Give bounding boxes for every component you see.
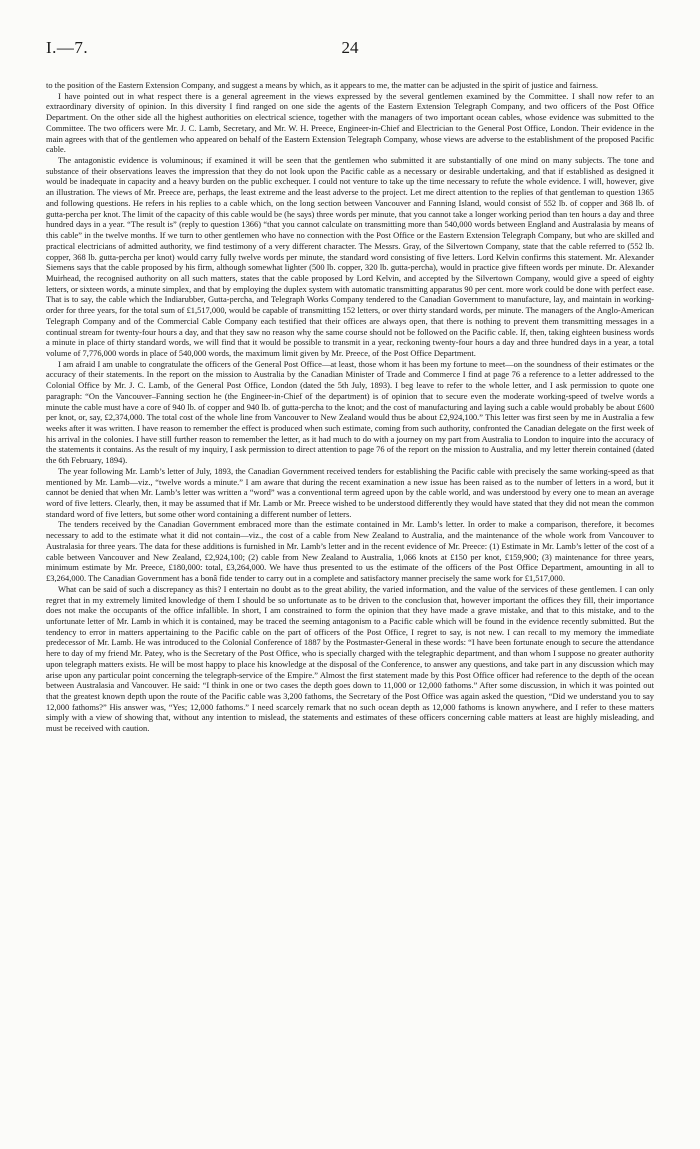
paragraph-discrepancy: What can be said of such a discrepancy as this? I entertain no doubt as to the great ability, the varied information, and the value of the services of these gentlemen. I can only regret that in my extremely limited knowledge of them I should be so unfortunate as to be driven to the conclusion that, however important the offices they fill, their importance does not make the occupants of the office infallible. In short, I am constrained to form the opinion that they have made a grave mistake, and that to this mistake, and to the unfortunate letter of Mr. Lamb in which it is contained, may be traced the seeming antagonism to a Pacific cable which will be found in the evidence recently submitted. But the tendency to error in matters appertaining to the Pacific cable on the part of officers of the Post Office, I regret to say, is not new. I can recall to my memory the immediate predecessor of Mr. Lamb. He was introduced to the Colonial Conference of 1887 by the Postmaster-General in these words: “I have been fortunate enough to secure the attendance here to day of my friend Mr. Patey, who is the Secretary of the Post Office, who is specially charged with the telegraphic department, and than whom I suppose no greater authority upon telegraph matters exists. He will be most happy to place his knowledge at the disposal of the Conference, to answer any questions, and take part in any discussion which may arise upon any particular point concerning the telegraph-service of the Empire.” Almost the first statement made by this Post Office officer had reference to the depth of the ocean between Australasia and Vancouver. He said: “I think in one or two cases the depth goes down to 11,000 or 12,000 fathoms.” After some discussion, in which it was pointed out that the greatest known depth upon the route of the Pacific cable was 3,200 fathoms, the Secretary of the Post Office was again asked the question, “Did we understand you to say 12,000 fathoms?” His answer was, “Yes; 12,000 fathoms.” I need scarcely remark that no such ocean depth as 12,000 fathoms is known anywhere, and I refer to these matters simply with a view of showing that, without any intention to mislead, the statements and estimates of these officers concerning cable matters at least are highly misleading, and must be received with caution. bbox=[46, 583, 654, 734]
paragraph-lamb-letter: The year following Mr. Lamb’s letter of July, 1893, the Canadian Government received tenders for establishing the Pacific cable with precisely the same working-speed as that mentioned by Mr. Lamb—viz., “twelve words a minute.” I am aware that during the recent examination a new issue has been raised as to the number of letters in a word, but it cannot be denied that when Mr. Lamb’s letter was written a “word” was a conventional term agreed upon by the cable world, and was understood by every one to mean an average word of five letters. Clearly, then, it may be assumed that if Mr. Lamb or Mr. Preece wished to be understood differently they would have stated that they did not mean the common standard word of five letters, but some other word containing a different number of letters. bbox=[46, 465, 654, 519]
paragraph-diversity-of-opinion: I have pointed out in what respect there is a general agreement in the views expressed by the several gentlemen examined by the Committee. I shall now refer to an extraordinary diversity of opinion. In this diversity I find ranged on one side the agents of the Eastern Extension Telegraph Company, and two officers of the Post Office Department. On the other side all the highest authorities on electrical science, together with the managers of two important ocean cables, whose evidence was submitted to the Committee. The two officers were Mr. J. C. Lamb, Secretary, and Mr. W. H. Preece, Engineer-in-Chief and Electrician to the General Post Office, London. Their evidence in the main agrees with that of the gentlemen who appeared on behalf of the Eastern Extension Telegraph Company, whose views are adverse to the establishment of the proposed Pacific cable. bbox=[46, 90, 654, 155]
paragraph-post-office-estimates: I am afraid I am unable to congratulate the officers of the General Post Office—at least, those whom it has been my fortune to meet—on the soundness of their estimates or the accuracy of their statements. In the report on the mission to Australia by the Canadian Minister of Trade and Commerce I find at page 76 a reference to a letter addressed to the Colonial Office by Mr. J. C. Lamb, of the General Post Office, London (dated the 5th July, 1893). I beg leave to refer to the whole letter, and I ask permission to quote one paragraph: “On the Vancouver–Fanning section he (the Engineer-in-Chief of the department) is of opinion that to secure even the moderate working-speed of twelve words a minute the cable must have a core of 940 lb. of copper and 940 lb. of gutta-percha to the knot; and the cost of manufacturing and laying such a cable would probably be about £600 per knot, or, say, £2,374,000. The total cost of the whole line from Vancouver to New Zealand would thus be about £2,924,100.” This letter was first seen by me in Australia a few weeks after it was written. I have reason to remember the effect is produced when such estimate, coming from such authority, confronted the Canadian delegate on the first week of his arrival in the colonies. I have still further reason to remember the letter, as it had much to do with a journey on my part from Australia to London to inquire into the accuracy of the statements it contains. As the result of my inquiry, I ask permission to direct attention to page 76 of the report on the mission to Australia, and my letter therein contained (dated the 6th February, 1894). bbox=[46, 358, 654, 466]
paragraph-antagonistic-evidence: The antagonistic evidence is voluminous; if examined it will be seen that the gentlemen who submitted it are substantially of one mind on many subjects. The tone and substance of their observations leaves the impression that they do not look upon the Pacific cable as a necessary or desirable undertaking, and that if established as designed it would be inadequate in capacity and a heavy burden on the public exchequer. I could not venture to take up the time necessary to refute the whole evidence. I will, however, give an illustration. The views of Mr. Preece are, perhaps, the least extreme and the least adverse to the project. Let me direct attention to the replies of that gentleman to question 1365 and following questions. He refers in his replies to a cable which, on the long section between Vancouver and Fanning Island, would consist of 552 lb. of copper and 368 lb. of gutta-percha per knot. The limit of the capacity of this cable would be (he says) three words per minute, that you cannot take a longer working period than ten hours a day and three hundred days in a year. “The result is” (reply to question 1366) “that you cannot calculate on transmitting more than 540,000 words between England and Australasia by means of this cable” in the twelve months. If we turn to other gentlemen who have no connection with the Post Office or the Eastern Extension Telegraph Company, but who are skilled and practical electricians of admitted authority, we find testimony of a very different character. The Messrs. Gray, of the Silvertown Company, state that the cable referred to (552 lb. copper, 368 lb. gutta-percha per knot) would carry fully twelve words per minute, the standard word consisting of five letters. Lord Kelvin confirms this statement. Mr. Alexander Siemens says that the cable proposed by his firm, although somewhat lighter (500 lb. copper, 320 lb. gutta-percha), would in practice give fifteen words per minute. Dr. Alexander Muirhead, the recognised authority on all such matters, states that the cable proposed by Lord Kelvin, and accepted by the Silvertown Company, would give a speed of eighty letters, or sixteen words, a minute simplex, and that by employing the duplex system with automatic transmitting apparatus 90 per cent. more work could be done with perfect ease. That is to say, the cable which the Indiarubber, Gutta-percha, and Telegraph Works Company tendered to the Canadian Government to manufacture, lay, and maintain in working-order for three years, for the total sum of £1,517,000, would be capable of transmitting 152 letters, or over thirty standard words, per minute. The managers of the Anglo-American Telegraph Company and of the Commercial Cable Company each testified that their offices are always open, that there is nothing to prevent them transmitting messages in a continual stream for twenty-four hours a day, and that they saw no reason why the same course should not be followed on the Pacific cable. If, then, taking eighteen business words a minute in place of thirty standard words, we will find that it would be possible to transmit in a year, reckoning twenty-four hours a day and three hundred days in a year, a total volume of 7,776,000 words in place of 540,000 words, the maximum limit given by Mr. Preece, of the Post Office Department. bbox=[46, 155, 654, 358]
body-text bbox=[46, 80, 654, 734]
paragraph-continuation: to the position of the Eastern Extension Company, and suggest a means by which, as it appears to me, the matter can be adjusted in the spirit of justice and fairness. bbox=[46, 80, 598, 90]
page-number: 24 bbox=[341, 38, 359, 57]
document-reference: I.—7. bbox=[46, 38, 89, 57]
paragraph-tenders: The tenders received by the Canadian Government embraced more than the estimate contained in Mr. Lamb’s letter. In order to make a comparison, therefore, it becomes necessary to add to the estimate what it did not contain—viz., the cost of a cable from New Zealand to Australia, and the maintenance of the whole work from Vancouver to Australasia for three years. The data for these additions is furnished in Mr. Lamb’s letter and in the recent evidence of Mr. Preece: (1) Estimate in Mr. Lamb’s letter of the cost of a cable between Vancouver and New Zealand, £2,924,100; (2) cable from New Zealand to Australia, 1,066 knots at £150 per knot, £159,900; (3) maintenance for three years, minimum estimate by Mr. Preece, £180,000: total, £3,264,000. We have thus presented to us the estimate of the officers of the Post Office Department, amounting in all to £3,264,000. The Canadian Government has a bonâ fide tender to carry out in a complete and satisfactory manner precisely the same work for £1,517,000. bbox=[46, 519, 654, 584]
page-header bbox=[46, 38, 654, 64]
